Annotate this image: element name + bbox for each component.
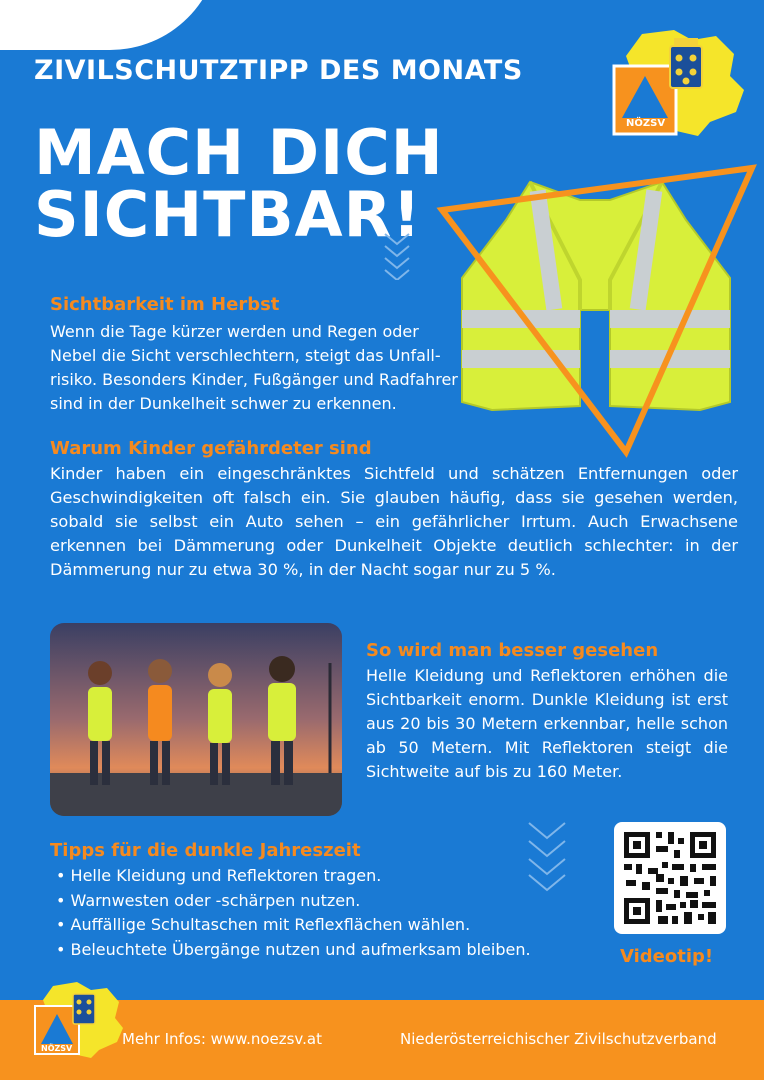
footer-logo-label: NÖZSV: [41, 1044, 73, 1053]
children-walking-photo: [50, 623, 342, 816]
text-line: risiko. Besonders Kinder, Fußgänger und Radfahrer: [50, 370, 458, 389]
list-item: • Auffällige Schultaschen mit Reflexflächen wählen.: [56, 913, 531, 938]
list-item: • Warnwesten oder -schärpen nutzen.: [56, 889, 531, 914]
tips-list: [56, 864, 531, 962]
heading-sichtbarkeit-herbst: Sichtbarkeit im Herbst: [50, 294, 280, 315]
text-kinder-gefaehrdet: Kinder haben ein eingeschränktes Sichtfeld und schätzen Entfernungen oder Geschwindigkeiten oft falsch ein. Sie glauben häufig, dass sie gesehen werden, sobald sie selbst ein Auto sehen – ein gefährlicher Irrtum. Auch Erwachsene erkennen bei Dämmerung oder Dunkelheit Objekte deutlich schlechter: in der Dämmerung nur zu etwa 30 %, in der Nacht sogar nur zu 5 %.: [50, 464, 738, 579]
chevron-down-icon: [526, 820, 568, 894]
logo-label: NÖZSV: [626, 118, 666, 129]
text-line: Nebel die Sicht verschlechtern, steigt das Unfall-: [50, 346, 441, 365]
main-title: [34, 116, 454, 251]
main-title-line1: MACH DICH: [34, 116, 444, 189]
list-item: • Beleuchtete Übergänge nutzen und aufmerksam bleiben.: [56, 938, 531, 963]
footer-logo: [33, 980, 125, 1060]
text-besser-gesehen: Helle Kleidung und Reflektoren erhöhen die Sichtbarkeit enorm. Dunkle Kleidung ist erst aus 20 bis 30 Metern erkennbar, helle schon ab 50 Metern. Mit Reflektoren steigt die Sichtweite auf bis zu 160 Meter.: [366, 666, 728, 781]
list-item: • Helle Kleidung und Reflektoren tragen.: [56, 864, 531, 889]
heading-kinder-gefaehrdet: Warum Kinder gefährdeter sind: [50, 438, 372, 459]
footer-organization: Niederösterreichischer Zivilschutzverband: [400, 1030, 717, 1048]
qr-code[interactable]: [614, 822, 726, 934]
chevron-down-icon: [383, 232, 411, 280]
main-title-line2: SICHTBAR!: [34, 178, 422, 251]
heading-besser-gesehen: So wird man besser gesehen: [366, 640, 659, 661]
heading-tipps-jahreszeit: Tipps für die dunkle Jahreszeit: [50, 840, 361, 861]
qr-label: Videotip!: [620, 946, 714, 967]
text-line: sind in der Dunkelheit schwer zu erkennen.: [50, 394, 397, 413]
corner-decoration: [0, 0, 220, 50]
safety-vest-illustration: [430, 160, 764, 470]
text-sichtbarkeit-herbst: [50, 320, 520, 416]
footer-website-link[interactable]: Mehr Infos: www.noezsv.at: [122, 1030, 322, 1048]
noezsv-logo: [612, 26, 748, 141]
page-header-title: ZIVILSCHUTZTIPP DES MONATS: [34, 55, 523, 86]
text-line: Wenn die Tage kürzer werden und Regen oder: [50, 322, 419, 341]
